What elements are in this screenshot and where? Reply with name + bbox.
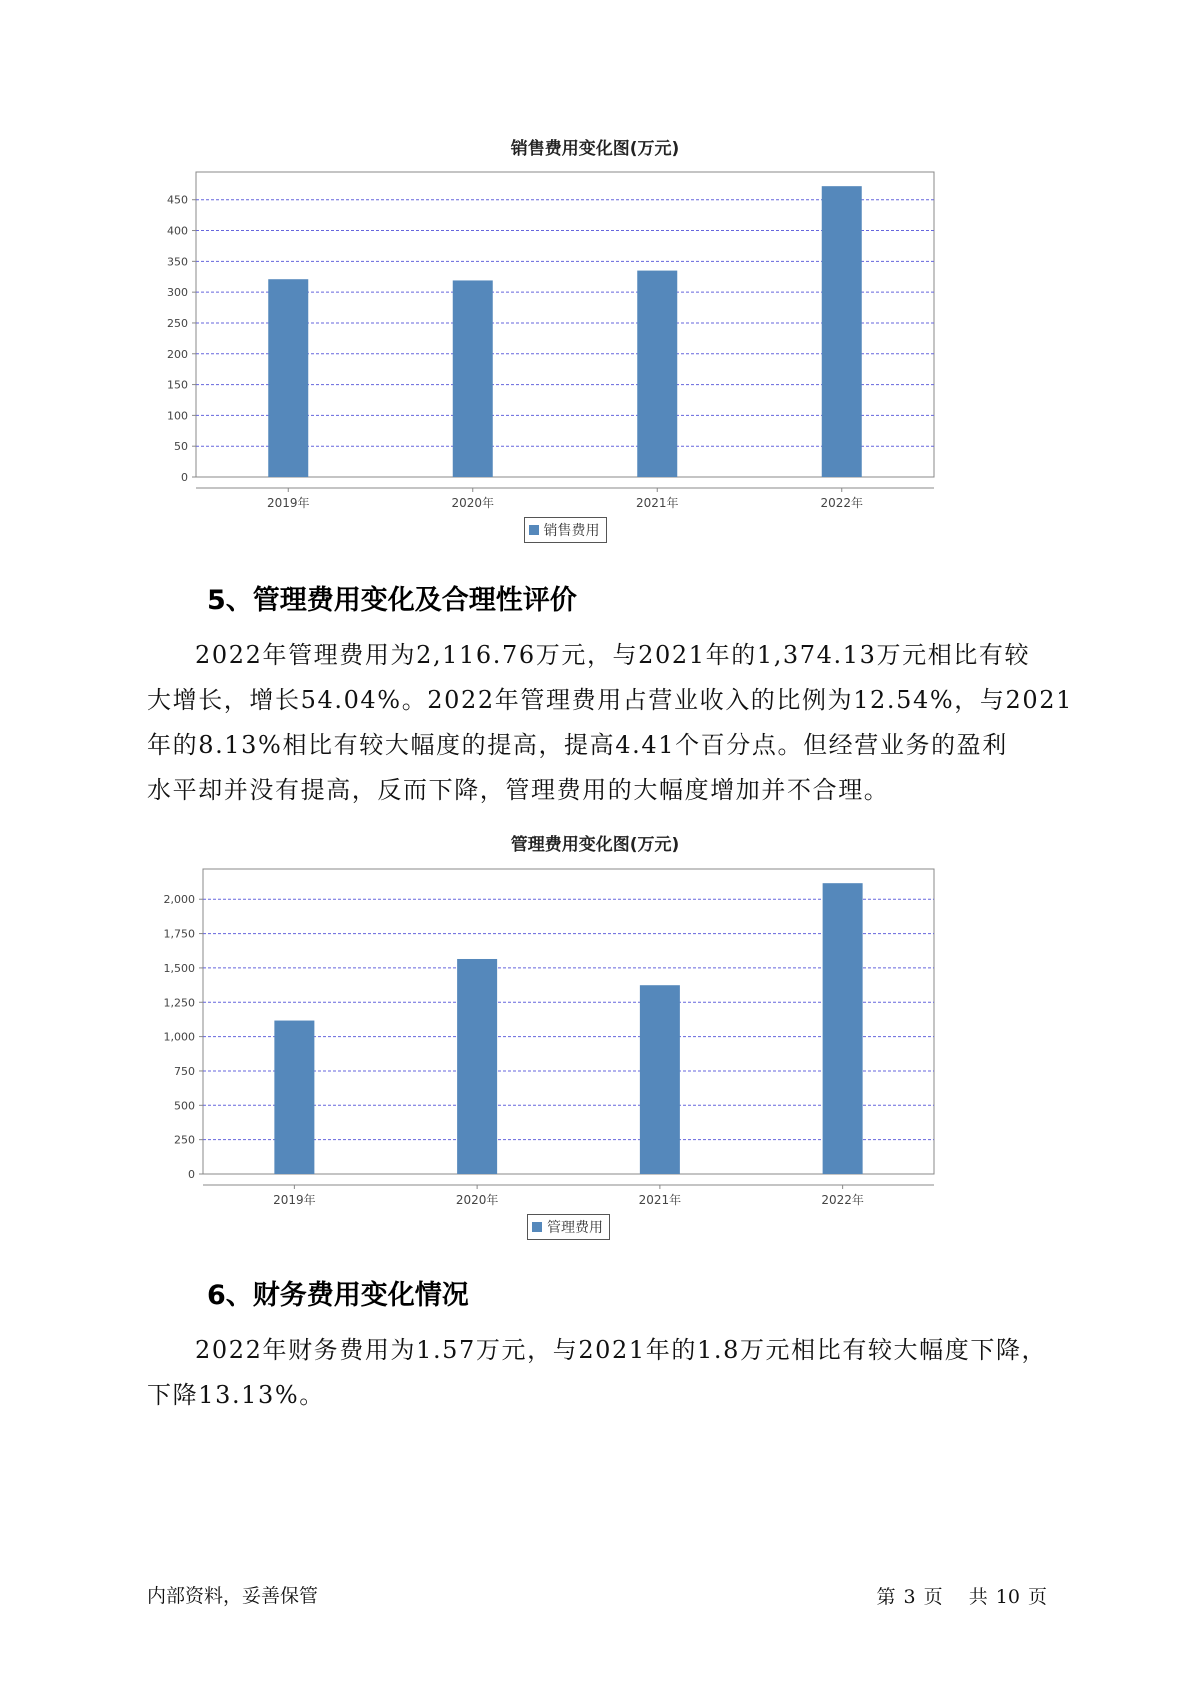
- y-tick-label: 400: [167, 224, 188, 238]
- chart-title: 管理费用变化图(万元): [510, 835, 680, 855]
- total-pages: 10: [995, 1586, 1020, 1608]
- y-tick-label: 1,000: [163, 1030, 195, 1044]
- y-tick-label: 1,250: [163, 996, 195, 1010]
- total-prefix: 共: [968, 1586, 988, 1608]
- y-tick-label: 100: [167, 409, 188, 423]
- paragraph-line: 2022年管理费用为2,116.76万元，与2021年的1,374.13万元相比有较: [195, 641, 1031, 669]
- x-tick-label: 2020年: [451, 496, 495, 510]
- y-tick-label: 0: [188, 1168, 195, 1181]
- bar: [640, 985, 680, 1174]
- chart-plot: [167, 160, 1020, 540]
- page-suffix: 页: [923, 1586, 943, 1608]
- chart-title: 销售费用变化图(万元): [510, 139, 680, 159]
- page-number: 3: [903, 1586, 916, 1608]
- legend-label: 管理费用: [547, 1220, 603, 1236]
- x-tick-label: 2021年: [638, 1193, 682, 1207]
- legend-swatch: [532, 1222, 542, 1232]
- bar: [274, 1021, 314, 1174]
- x-tick-label: 2022年: [820, 496, 864, 510]
- y-tick-label: 200: [167, 347, 188, 361]
- y-tick-label: 2,000: [163, 893, 195, 907]
- section-paragraph: [147, 1328, 1077, 1418]
- y-tick-label: 300: [167, 286, 188, 300]
- paragraph-line: 下降13.13%。: [147, 1381, 325, 1409]
- section-paragraph: [147, 633, 1077, 813]
- x-tick-label: 2021年: [635, 496, 679, 510]
- y-tick-label: 750: [174, 1064, 195, 1078]
- footer-confidential-note: 内部资料，妥善保管: [147, 1585, 319, 1607]
- y-tick-label: 450: [167, 193, 188, 207]
- x-tick-label: 2022年: [821, 1193, 864, 1207]
- legend-label: 销售费用: [543, 523, 600, 539]
- footer-page-info: [873, 1582, 1051, 1609]
- y-tick-label: 1,500: [163, 961, 195, 975]
- chart-legend: [524, 517, 607, 543]
- bar: [637, 271, 677, 477]
- section-heading: 5、管理费用变化及合理性评价: [207, 585, 577, 616]
- y-tick-label: 50: [174, 440, 188, 454]
- y-tick-label: 350: [167, 255, 188, 269]
- paragraph-line: 大增长，增长54.04%。2022年管理费用占营业收入的比例为12.54%，与2021: [147, 686, 1073, 714]
- y-tick-label: 150: [167, 378, 188, 392]
- bar: [453, 280, 493, 477]
- x-tick-label: 2019年: [266, 496, 310, 510]
- admin-expense-chart: [163, 830, 1020, 1250]
- bar: [822, 186, 862, 477]
- paragraph-line: 2022年财务费用为1.57万元，与2021年的1.8万元相比有较大幅度下降，: [195, 1336, 1048, 1364]
- bar: [457, 959, 497, 1174]
- chart-legend: [527, 1214, 610, 1240]
- y-tick-label: 1,750: [163, 927, 195, 941]
- total-suffix: 页: [1027, 1586, 1047, 1608]
- page-prefix: 第: [876, 1586, 896, 1608]
- chart-plot: [163, 860, 1020, 1240]
- y-tick-label: 250: [174, 1133, 195, 1147]
- x-tick-label: 2019年: [273, 1193, 316, 1207]
- bar: [823, 883, 863, 1174]
- x-tick-label: 2020年: [455, 1193, 499, 1207]
- y-tick-label: 0: [181, 471, 188, 484]
- paragraph-line: 水平却并没有提高，反而下降，管理费用的大幅度增加并不合理。: [147, 776, 890, 804]
- y-tick-label: 500: [174, 1099, 195, 1113]
- legend-swatch: [529, 525, 539, 535]
- bar: [268, 279, 308, 477]
- section-heading: 6、财务费用变化情况: [207, 1280, 469, 1311]
- y-tick-label: 250: [167, 316, 188, 330]
- sales-expense-chart: [167, 130, 1020, 550]
- paragraph-line: 年的8.13%相比有较大幅度的提高，提高4.41个百分点。但经营业务的盈利: [147, 731, 1008, 759]
